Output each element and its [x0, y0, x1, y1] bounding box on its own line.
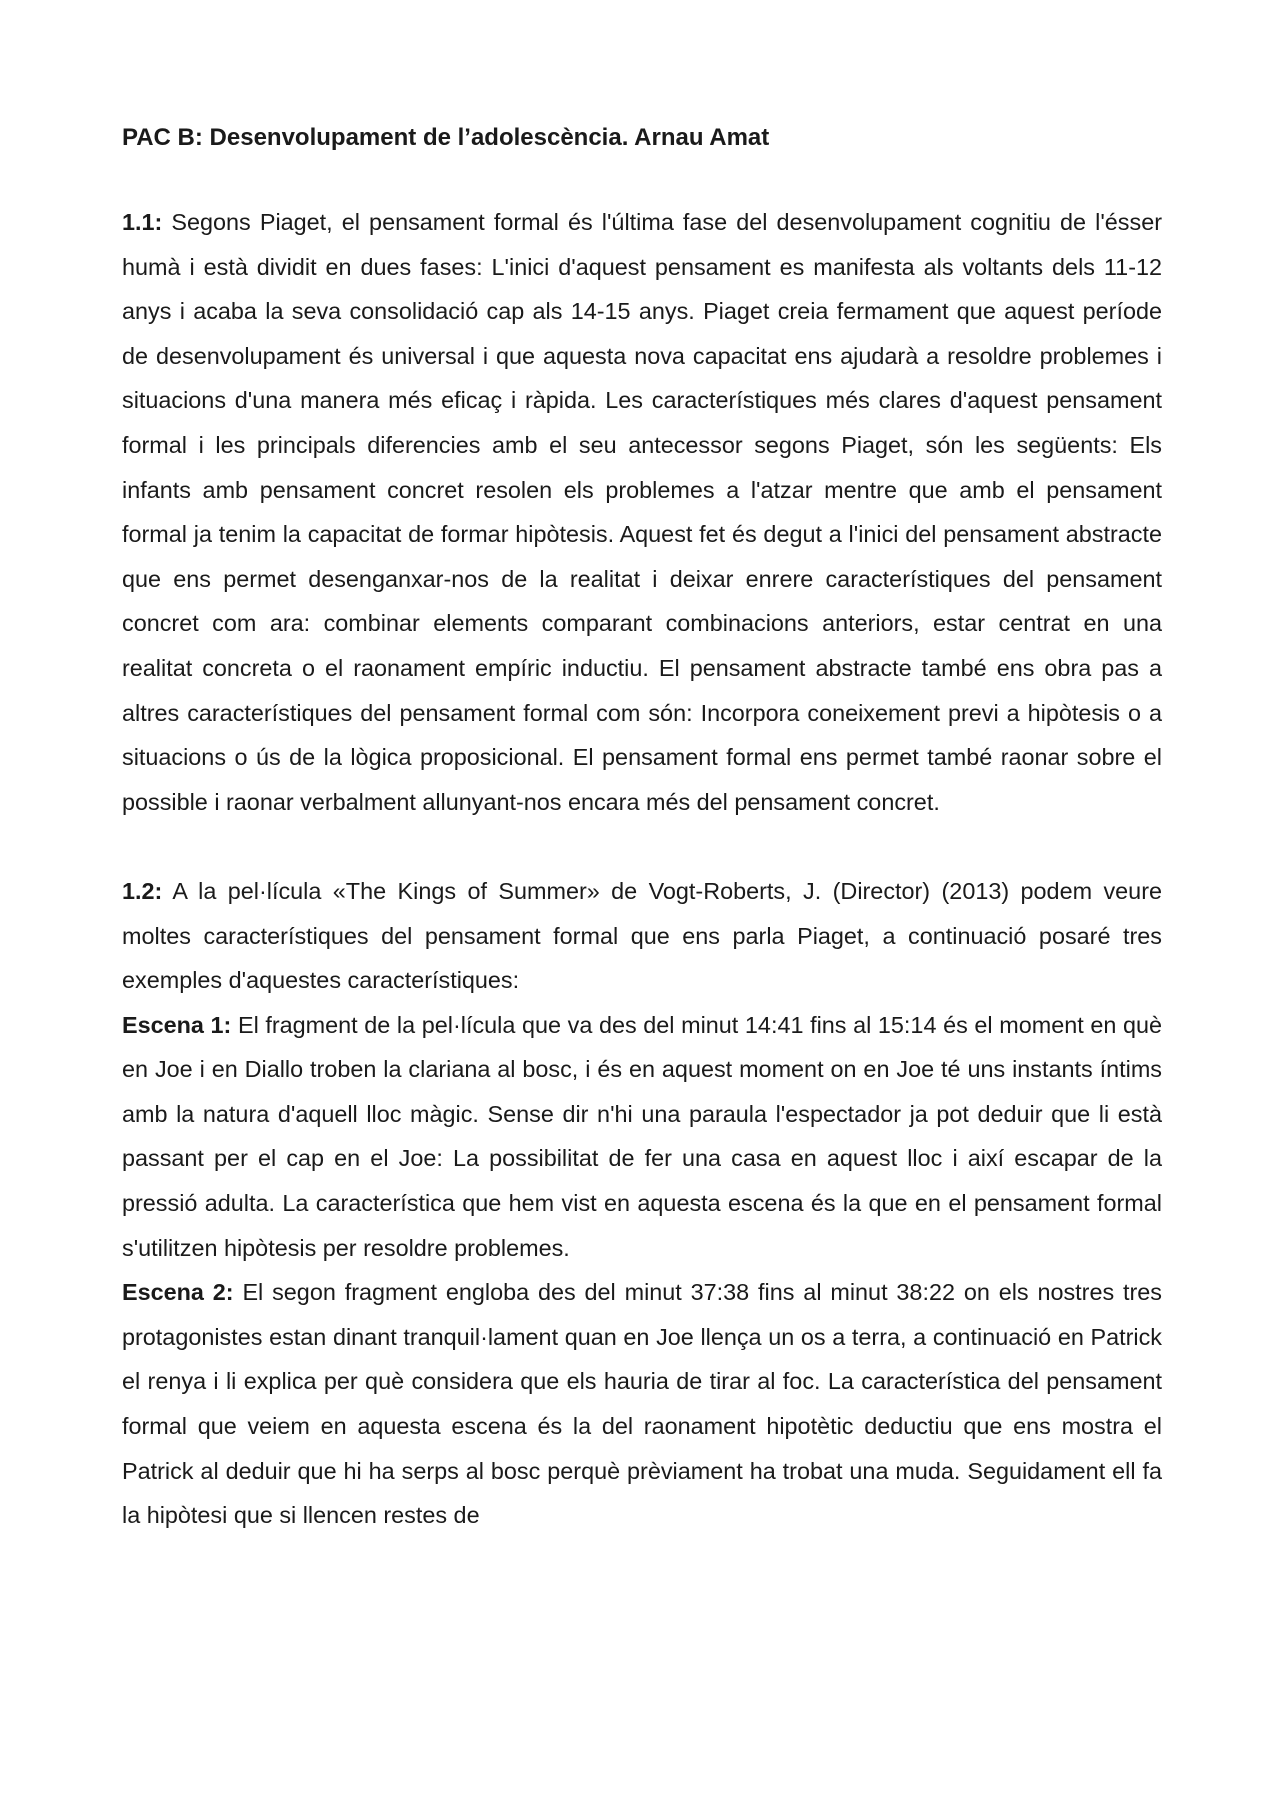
scene-1-label: Escena 1: — [122, 1011, 232, 1038]
document-title: PAC B: Desenvolupament de l’adolescència. Arnau Amat — [122, 124, 770, 151]
section-1-2-paragraph — [122, 869, 1162, 1003]
paragraph-gap — [122, 824, 1162, 869]
section-1-1-paragraph — [122, 200, 1162, 824]
section-1-1-label: 1.1: — [122, 209, 163, 235]
scene-1-text: El fragment de la pel·lícula que va des del minut 14:41 fins al 15:14 és el moment en què en Joe i en Diallo troben la clariana al bosc, i és en aquest moment on en Joe té uns instants íntims amb la natura d'aquell lloc màgic. Sense dir n'hi una paraula l'espectador ja pot deduir que li està passant per el cap en el Joe: La possibilitat de fer una casa en aquest lloc i així escapar de la pressió adulta. La característica que hem vist en aquesta escena és la que en el pensament formal s'utilitzen hipòtesis per resoldre problemes. — [122, 1011, 1162, 1261]
scene-2-paragraph — [122, 1270, 1162, 1538]
scene-2-text: El segon fragment engloba des del minut 37:38 fins al minut 38:22 on els nostres tres protagonistes estan dinant tranquil·lament quan en Joe llença un os a terra, a continuació en Patrick el renya i li explica per què considera que els hauria de tirar al foc. La característica del pensament formal que veiem en aquesta escena és la del raonament hipotètic deductiu que ens mostra el Patrick al deduir que hi ha serps al bosc perquè prèviament ha trobat una muda. Seguidament ell fa la hipòtesi que si llencen restes de — [122, 1279, 1163, 1529]
section-1-2-label: 1.2: — [122, 877, 163, 904]
scene-1-paragraph — [122, 1003, 1162, 1271]
section-1-1-text: Segons Piaget, el pensament formal és l'última fase del desenvolupament cognitiu de l'ésser humà i està dividit en dues fases: L'inici d'aquest pensament es manifesta als voltants dels 11-12 anys i acaba la seva consolidació cap als 14-15 anys. Piaget creia fermament que aquest període de desenvolupament és universal i que aquesta nova capacitat ens ajudarà a resoldre problemes i situacions d'una manera més eficaç i ràpida. Les característiques més clares d'aquest pensament formal i les principals diferencies amb el seu antecessor segons Piaget, són les següents: Els infants amb pensament concret resolen els problemes a l'atzar mentre que amb el pensament formal ja tenim la capacitat de formar hipòtesis. Aquest fet és degut a l'inici del pensament abstracte que ens permet desenganxar-nos de la realitat i deixar enrere característiques del pensament concret com ara: combinar elements comparant combinacions anteriors, estar centrat en una realitat concreta o el raonament empíric inductiu. El pensament abstracte també ens obra pas a altres característiques del pensament formal com són: Incorpora coneixement previ a hipòtesis o a situacions o ús de la lògica proposicional. El pensament formal ens permet també raonar sobre el possible i raonar verbalment allunyant-nos encara més del pensament concret. — [122, 209, 1162, 815]
section-1-2-text: A la pel·lícula «The Kings of Summer» de Vogt-Roberts, J. (Director) (2013) podem veure moltes característiques del pensament formal que ens parla Piaget, a continuació posaré tres exemples d'aquestes característiques: — [122, 877, 1162, 994]
scene-2-label: Escena 2: — [122, 1279, 234, 1306]
